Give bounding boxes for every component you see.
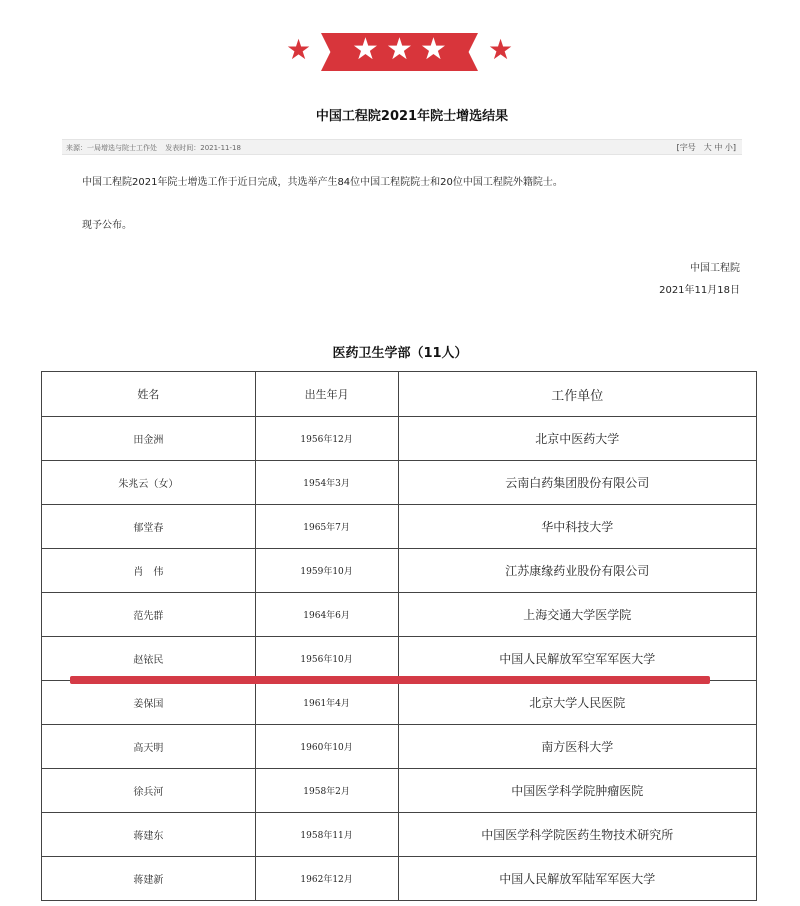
header-banner xyxy=(0,0,800,80)
cell-name: 赵铱民 xyxy=(42,637,256,681)
table-row xyxy=(42,813,757,857)
cell-birth: 1959年10月 xyxy=(255,549,398,593)
announcement-date: 2021年11月18日 xyxy=(659,285,740,296)
cell-unit: 上海交通大学医学院 xyxy=(398,593,756,637)
cell-birth: 1958年2月 xyxy=(255,769,398,813)
cell-name: 田金洲 xyxy=(42,417,256,461)
highlight-underline xyxy=(70,676,710,684)
cell-unit: 中国医学科学院肿瘤医院 xyxy=(398,769,756,813)
table-header-row xyxy=(42,372,757,417)
table-row xyxy=(42,417,757,461)
cell-unit: 云南白药集团股份有限公司 xyxy=(398,461,756,505)
page-title: 中国工程院2021年院士增选结果 xyxy=(315,109,509,124)
academician-table xyxy=(41,371,757,901)
table-row xyxy=(42,593,757,637)
column-header-unit: 工作单位 xyxy=(398,372,756,417)
cell-name: 肖 伟 xyxy=(42,549,256,593)
table-row xyxy=(42,857,757,901)
star-icon: ★ xyxy=(352,32,379,67)
cell-unit: 中国医学科学院医药生物技术研究所 xyxy=(398,813,756,857)
announcement-paragraph: 现予公布。 xyxy=(82,220,132,231)
cell-unit: 华中科技大学 xyxy=(398,505,756,549)
table-row xyxy=(42,725,757,769)
cell-birth: 1954年3月 xyxy=(255,461,398,505)
cell-name: 蒋建东 xyxy=(42,813,256,857)
cell-birth: 1961年4月 xyxy=(255,681,398,725)
cell-unit: 南方医科大学 xyxy=(398,725,756,769)
font-size-controls[interactable]: [字号 大 中 小] xyxy=(676,143,736,152)
cell-unit: 北京中医药大学 xyxy=(398,417,756,461)
cell-name: 姜保国 xyxy=(42,681,256,725)
star-icon: ★ xyxy=(488,33,514,66)
cell-name: 朱兆云（女） xyxy=(42,461,256,505)
announcement-panel xyxy=(62,95,762,305)
column-header-name: 姓名 xyxy=(42,372,256,417)
cell-name: 郁堂春 xyxy=(42,505,256,549)
cell-name: 蒋建新 xyxy=(42,857,256,901)
cell-birth: 1964年6月 xyxy=(255,593,398,637)
cell-unit: 中国人民解放军陆军军医大学 xyxy=(398,857,756,901)
cell-birth: 1962年12月 xyxy=(255,857,398,901)
cell-name: 徐兵河 xyxy=(42,769,256,813)
cell-name: 范先群 xyxy=(42,593,256,637)
table-row xyxy=(42,549,757,593)
source-label: 来源：一局增选与院士工作处 xyxy=(66,144,157,152)
signature: 中国工程院 xyxy=(690,263,740,274)
table-row xyxy=(42,461,757,505)
meta-info xyxy=(66,143,247,153)
star-icon: ★ xyxy=(386,32,413,67)
column-header-birth: 出生年月 xyxy=(255,372,398,417)
cell-birth: 1956年12月 xyxy=(255,417,398,461)
section-title: 医药卫生学部（11人） xyxy=(332,346,468,361)
star-icon: ★ xyxy=(286,33,312,66)
table-row xyxy=(42,505,757,549)
meta-bar xyxy=(62,139,742,155)
cell-birth: 1956年10月 xyxy=(255,637,398,681)
table-row xyxy=(42,681,757,725)
table-row xyxy=(42,769,757,813)
cell-name: 高天明 xyxy=(42,725,256,769)
cell-birth: 1960年10月 xyxy=(255,725,398,769)
cell-unit: 北京大学人民医院 xyxy=(398,681,756,725)
cell-birth: 1958年11月 xyxy=(255,813,398,857)
cell-unit: 江苏康缘药业股份有限公司 xyxy=(398,549,756,593)
cell-unit: 中国人民解放军空军军医大学 xyxy=(398,637,756,681)
table-row xyxy=(42,637,757,681)
announcement-paragraph: 中国工程院2021年院士增选工作于近日完成，共选举产生84位中国工程院院士和20位中国工程院外籍院士。 xyxy=(82,177,563,188)
star-icon: ★ xyxy=(420,32,447,67)
publish-time: 发表时间：2021-11-18 xyxy=(165,144,241,152)
cell-birth: 1965年7月 xyxy=(255,505,398,549)
